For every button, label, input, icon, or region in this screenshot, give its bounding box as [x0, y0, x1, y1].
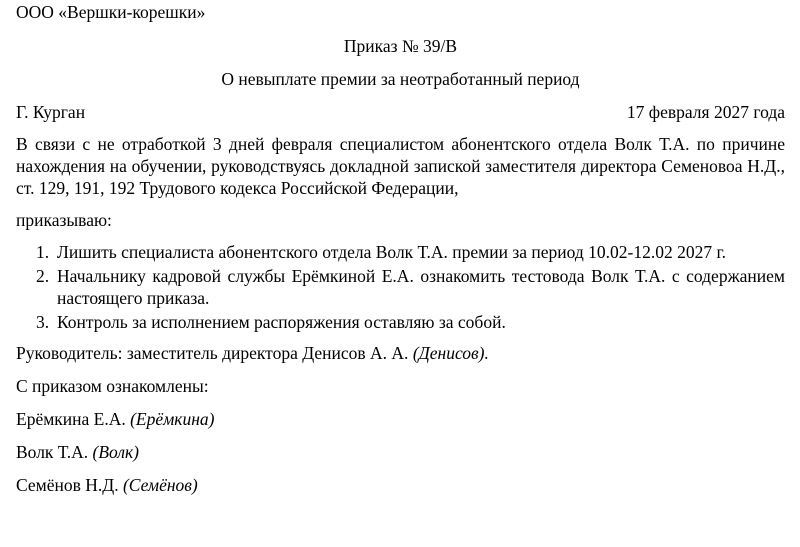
- signer-name: Ерёмкина Е.А.: [16, 409, 126, 429]
- order-document: [16, 0, 785, 496]
- item-text: Лишить специалиста абонентского отдела Волк Т.А. премии за период 10.02-12.02 2027 г.: [57, 242, 727, 262]
- signature-line: [16, 474, 785, 496]
- head-label: Руководитель: заместитель директора Денисов А. А.: [16, 343, 409, 363]
- signer-name: Волк Т.А.: [16, 442, 89, 462]
- acknowledged-title: С приказом ознакомлены:: [16, 376, 209, 396]
- list-item: [36, 265, 785, 309]
- item-number: 1.: [36, 242, 50, 262]
- signer-name: Семёнов Н.Д.: [16, 475, 119, 495]
- item-number: 3.: [36, 312, 50, 332]
- order-subject: О невыплате премии за неотработанный период: [221, 69, 580, 89]
- place-date-row: [16, 101, 785, 123]
- order-word: приказываю:: [16, 210, 112, 230]
- item-text: Начальнику кадровой службы Ерёмкиной Е.А. ознакомить тестовода Волк Т.А. с содержанием настоящего приказа.: [57, 266, 785, 308]
- city: Г. Курган: [16, 102, 86, 122]
- item-number: 2.: [36, 266, 50, 286]
- signer-signature: (Волк): [92, 442, 139, 462]
- signature-line: [16, 408, 785, 430]
- order-date: 17 февраля 2027 года: [626, 102, 785, 122]
- item-text: Контроль за исполнением распоряжения оставляю за собой.: [57, 312, 506, 332]
- intro-paragraph: В связи с не отработкой 3 дней февраля специалистом абонентского отдела Волк Т.А. по причине нахождения на обучении, руководствуясь докладной запиской заместителя директора Семеновоа Н.Д., ст. 129, 191, 192 Трудового кодекса Российской Федерации,: [16, 134, 785, 198]
- signer-signature: (Ерёмкина): [130, 409, 215, 429]
- list-item: [36, 241, 785, 263]
- organization-name: ООО «Вершки-корешки»: [16, 2, 206, 22]
- list-item: [36, 311, 785, 333]
- head-signature-line: [16, 342, 785, 364]
- signature-line: [16, 441, 785, 463]
- order-title: Приказ № 39/В: [343, 36, 458, 56]
- signer-signature: (Семёнов): [122, 475, 198, 495]
- head-signature: (Денисов).: [412, 343, 489, 363]
- order-items-list: [16, 241, 785, 333]
